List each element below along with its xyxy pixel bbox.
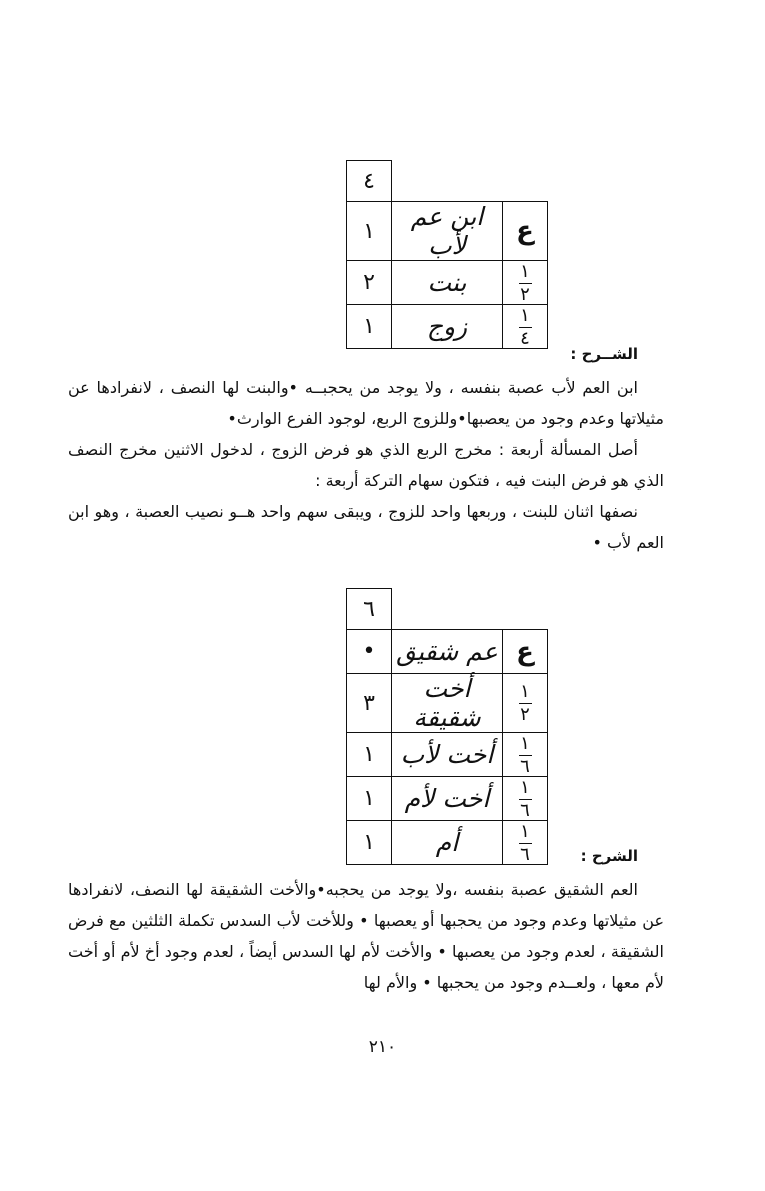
- table-row: [347, 202, 548, 261]
- table-row: [347, 261, 548, 305]
- table-row: [347, 777, 548, 821]
- explanation-text-2: [68, 874, 664, 998]
- explanation-label-2: الشرح :: [580, 847, 638, 865]
- share-count: ١: [347, 305, 392, 349]
- paragraph: ابن العم لأب عصبة بنفسه ، ولا يوجد من يحجبــه •والبنت لها النصف ، لانفرادها عن مثيلاتها وعدم وجود من يعصبها•وللزوج الربع، لوجود الفرع الوارث•: [68, 378, 664, 428]
- total-shares-cell: ٦: [347, 589, 392, 630]
- explanation-label-1: الشــرح :: [570, 345, 638, 363]
- share-count: ١: [347, 202, 392, 261]
- heir-name: عم شقيق: [392, 630, 503, 674]
- share-fraction: $\frac{١}{٢}$: [520, 260, 530, 305]
- heir-name: أخت شقيقة: [392, 674, 503, 733]
- heir-name: أم: [392, 821, 503, 865]
- heir-name: بنت: [392, 261, 503, 305]
- table-row: [347, 733, 548, 777]
- explanation-text-1: [68, 372, 664, 558]
- share-count: ٣: [347, 674, 392, 733]
- inheritance-table-1: [346, 160, 548, 349]
- paragraph: نصفها اثنان للبنت ، وربعها واحد للزوج ، ويبقى سهم واحد هــو نصيب العصبة ، وهو ابن العم لأب •: [68, 502, 664, 552]
- share-fraction: $\frac{١}{٦}$: [520, 732, 530, 777]
- share-fraction: $\frac{١}{٦}$: [520, 776, 530, 821]
- table-row: [347, 305, 548, 349]
- heir-name: أخت لأب: [392, 733, 503, 777]
- heir-name: أخت لأم: [392, 777, 503, 821]
- share-count: ١: [347, 821, 392, 865]
- table-row: [347, 674, 548, 733]
- paragraph: أصل المسألة أربعة : مخرج الربع الذي هو فرض الزوج ، لدخول الاثنين مخرج النصف الذي هو فرض البنت فيه ، فتكون سهام التركة أربعة :: [68, 440, 664, 490]
- share-count: •: [347, 630, 392, 674]
- share-count: ١: [347, 733, 392, 777]
- table-row: [347, 821, 548, 865]
- page-number: ٢١٠: [368, 1037, 397, 1057]
- share-fraction: $\frac{١}{٦}$: [520, 820, 530, 865]
- share-fraction: $\frac{١}{٤}$: [520, 304, 530, 349]
- inheritance-table-2: [346, 588, 548, 865]
- paragraph: العم الشقيق عصبة بنفسه ،ولا يوجد من يحجبه•والأخت الشقيقة لها النصف، لانفرادها عن مثيلاتها وعدم وجود من يحجبها أو يعصبها • وللأخت لأب السدس تكملة الثلثين مع فرض الشقيقة ، لعدم وجود من يعصبها • والأخت لأم لها السدس أيضاً ، لعدم وجود أخ لأم أو أخت لأم معها ، ولعــدم وجود من يحجبها • والأم لها: [68, 880, 664, 992]
- total-shares-cell: ٤: [347, 161, 392, 202]
- table-row: [347, 630, 548, 674]
- asaba-mark: ع: [516, 636, 534, 667]
- heir-name: ابن عم لأب: [392, 202, 503, 261]
- heir-name: زوج: [392, 305, 503, 349]
- share-count: ٢: [347, 261, 392, 305]
- asaba-mark: ع: [516, 216, 534, 246]
- share-fraction: $\frac{١}{٢}$: [520, 681, 530, 725]
- share-count: ١: [347, 777, 392, 821]
